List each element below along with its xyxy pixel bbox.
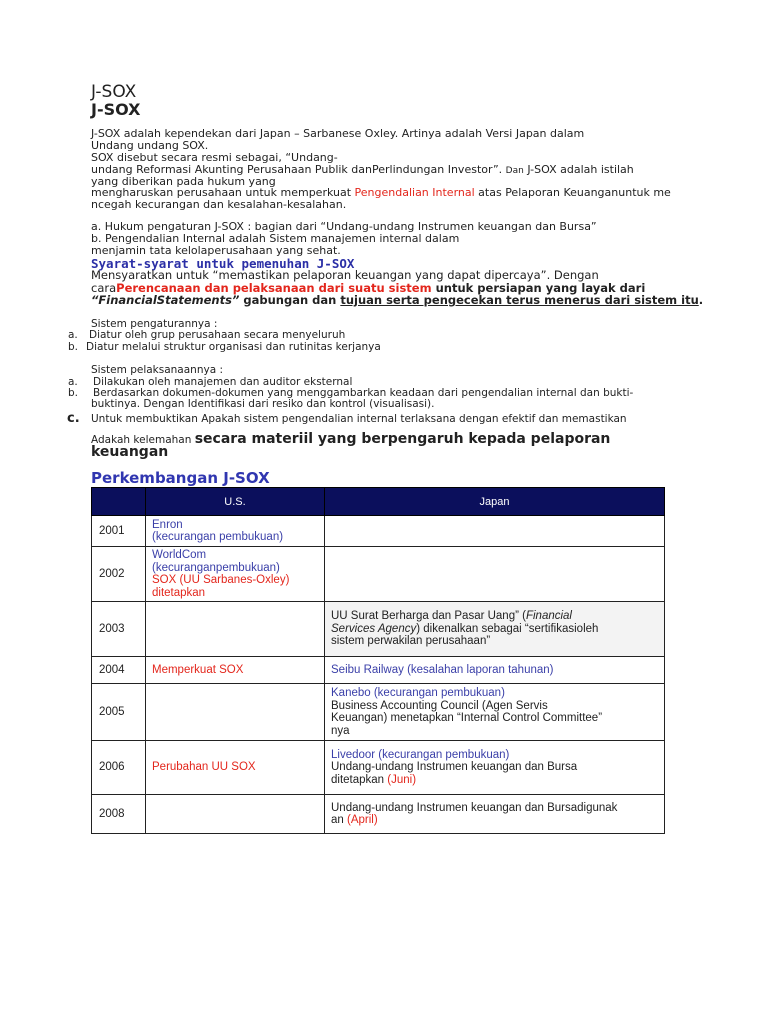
japan-cell: [325, 684, 665, 741]
year-cell: 2001: [92, 516, 146, 547]
year-cell: 2005: [92, 684, 146, 741]
table-row: [92, 547, 665, 602]
year-cell: 2004: [92, 657, 146, 684]
japan-line: Undang-undang Instrumen keuangan dan Bursadigunak: [331, 801, 618, 814]
table-header-row: [92, 488, 665, 516]
pelaksanaan-a-marker: a.: [68, 376, 78, 388]
us-line: WorldCom: [152, 549, 207, 561]
perkembangan-heading: Perkembangan J-SOX: [91, 469, 270, 487]
pelaksanaan-c-2b: secara materiil yang berpengaruh kepada pelaporan: [194, 431, 611, 447]
table-row: [92, 516, 665, 547]
us-line: ditetapkan: [152, 586, 206, 599]
syarat-line-3: [91, 294, 703, 307]
table-row: [92, 602, 665, 657]
intro-line-4b: Dan: [505, 166, 524, 176]
title-bold: J-SOX: [91, 100, 141, 119]
us-cell: [146, 741, 325, 795]
pelaksanaan-b-1: Berdasarkan dokumen-dokumen yang menggambarkan keadaan dari pengendalian internal dan bukti-: [93, 387, 634, 399]
pelaksanaan-c-2a: Adakah kelemahan: [91, 434, 195, 446]
title-plain: J-SOX: [91, 82, 137, 102]
year-cell: 2003: [92, 602, 146, 657]
pelaksanaan-c-1: Untuk membuktikan Apakah sistem pengendalian internal terlaksana dengan efektif dan memastikan: [91, 413, 627, 425]
pengaturan-a-marker: a.: [68, 329, 78, 341]
pengaturan-b-marker: b.: [68, 341, 79, 353]
japan-line: nya: [331, 724, 350, 737]
header-us: U.S.: [146, 488, 325, 516]
pelaksanaan-a: Dilakukan oleh manajemen dan auditor eksternal: [93, 376, 353, 388]
japan-line: Keuangan) menetapkan “Internal Control Committee”: [331, 712, 603, 724]
table-row: [92, 657, 665, 684]
intro-line-2: Undang undang SOX.: [91, 139, 209, 152]
us-line: SOX (UU Sarbanes-Oxley): [152, 574, 290, 586]
pelaksanaan-b-2: buktinya. Dengan Identifikasi dari resiko dan kontrol (visualisasi).: [91, 398, 435, 410]
pengaturan-a: Diatur oleh grup perusahaan secara menyeluruh: [89, 329, 346, 341]
japan-line: Livedoor (kecurangan pembukuan): [331, 748, 510, 761]
point-b-2: menjamin tata kelolaperusahaan yang sehat.: [91, 244, 341, 257]
us-line: Memperkuat SOX: [152, 663, 244, 676]
pelaksanaan-heading: Sistem pelaksanaannya :: [91, 364, 224, 376]
syarat-tujuan: tujuan serta pengecekan terus menerus dari sistem itu: [340, 293, 699, 307]
japan-cell: [325, 516, 665, 547]
japan-line: UU Surat Berharga dan Pasar Uang” (Financial: [331, 610, 572, 623]
us-line: Perubahan UU SOX: [152, 761, 256, 774]
us-line: (kecurangan pembukuan): [152, 531, 284, 543]
pelaksanaan-c-marker: c.: [67, 411, 80, 426]
intro-line-7: ncegah kecurangan dan kesalahan-kesalahan.: [91, 198, 347, 211]
syarat-financial-statements: “FinancialStatements”: [91, 293, 240, 307]
syarat-heading: Syarat-syarat untuk pemenuhan J-SOX: [91, 256, 355, 271]
intro-pengendalian-internal: Pengendalian Internal: [354, 186, 475, 199]
us-line: Enron: [152, 518, 183, 531]
syarat-perencanaan: Perencanaan dan pelaksanaan dari suatu sistem: [116, 281, 432, 295]
japan-line: ditetapkan (Juni): [331, 773, 417, 786]
point-b-1: b. Pengendalian Internal adalah Sistem manajemen internal dalam: [91, 232, 460, 245]
pengaturan-heading: Sistem pengaturannya :: [91, 318, 218, 330]
us-line: (kecuranganpembukuan): [152, 561, 280, 574]
japan-cell: [325, 547, 665, 602]
header-japan: Japan: [325, 488, 665, 516]
pelaksanaan-b-marker: b.: [68, 387, 79, 399]
us-cell: [146, 657, 325, 684]
syarat-line-3d: .: [698, 293, 704, 307]
year-cell: 2006: [92, 741, 146, 795]
pelaksanaan-c-3: keuangan: [91, 444, 169, 460]
intro-line-4c: J-SOX adalah istilah: [523, 163, 634, 176]
table-row: [92, 741, 665, 795]
syarat-line-3b: gabungan dan: [239, 293, 341, 307]
japan-line: sistem perwakilan perusahaan”: [331, 635, 491, 648]
japan-line: Business Accounting Council (Agen Servis: [331, 699, 548, 712]
japan-cell: [325, 795, 665, 834]
us-cell: [146, 795, 325, 834]
intro-line-1: J-SOX adalah kependekan dari Japan – Sarbanese Oxley. Artinya adalah Versi Japan dalam: [91, 127, 585, 140]
japan-cell: [325, 602, 665, 657]
perkembangan-table: [91, 487, 665, 834]
us-cell: [146, 547, 325, 602]
japan-cell: [325, 657, 665, 684]
table-row: [92, 684, 665, 741]
pelaksanaan-c-2: [91, 428, 610, 447]
year-cell: 2002: [92, 547, 146, 602]
table-row: [92, 795, 665, 834]
us-cell: [146, 684, 325, 741]
japan-line: Services Agency) dikenalkan sebagai “sertifikasioleh: [331, 622, 599, 635]
intro-line-5: yang diberikan pada hukum yang: [91, 175, 276, 188]
japan-line: an (April): [331, 814, 378, 826]
syarat-line-2c: untuk persiapan yang layak dari: [431, 281, 646, 295]
japan-line: Undang-undang Instrumen keuangan dan Bursa: [331, 761, 578, 774]
syarat-line-1: Mensyaratkan untuk “memastikan pelaporan keuangan yang dapat dipercaya”. Dengan: [91, 268, 599, 282]
intro-line-6a: mengharuskan perusahaan untuk memperkuat: [91, 186, 355, 199]
intro-line-6c: atas Pelaporan Keuanganuntuk me: [474, 186, 671, 199]
syarat-line-2a: cara: [91, 281, 117, 295]
intro-line-3: SOX disebut secara resmi sebagai, “Undang-: [91, 151, 338, 164]
us-cell: [146, 516, 325, 547]
us-cell: [146, 602, 325, 657]
year-cell: 2008: [92, 795, 146, 834]
japan-line: Kanebo (kecurangan pembukuan): [331, 687, 505, 699]
point-a: a. Hukum pengaturan J-SOX : bagian dari “Undang-undang Instrumen keuangan dan Bursa”: [91, 220, 597, 233]
japan-line: Seibu Railway (kesalahan laporan tahunan): [331, 663, 554, 676]
japan-cell: [325, 741, 665, 795]
intro-line-4a: undang Reformasi Akunting Perusahaan Publik danPerlindungan Investor”.: [91, 163, 506, 176]
header-year-cell: [92, 488, 146, 516]
pengaturan-b: Diatur melalui struktur organisasi dan rutinitas kerjanya: [86, 341, 381, 353]
